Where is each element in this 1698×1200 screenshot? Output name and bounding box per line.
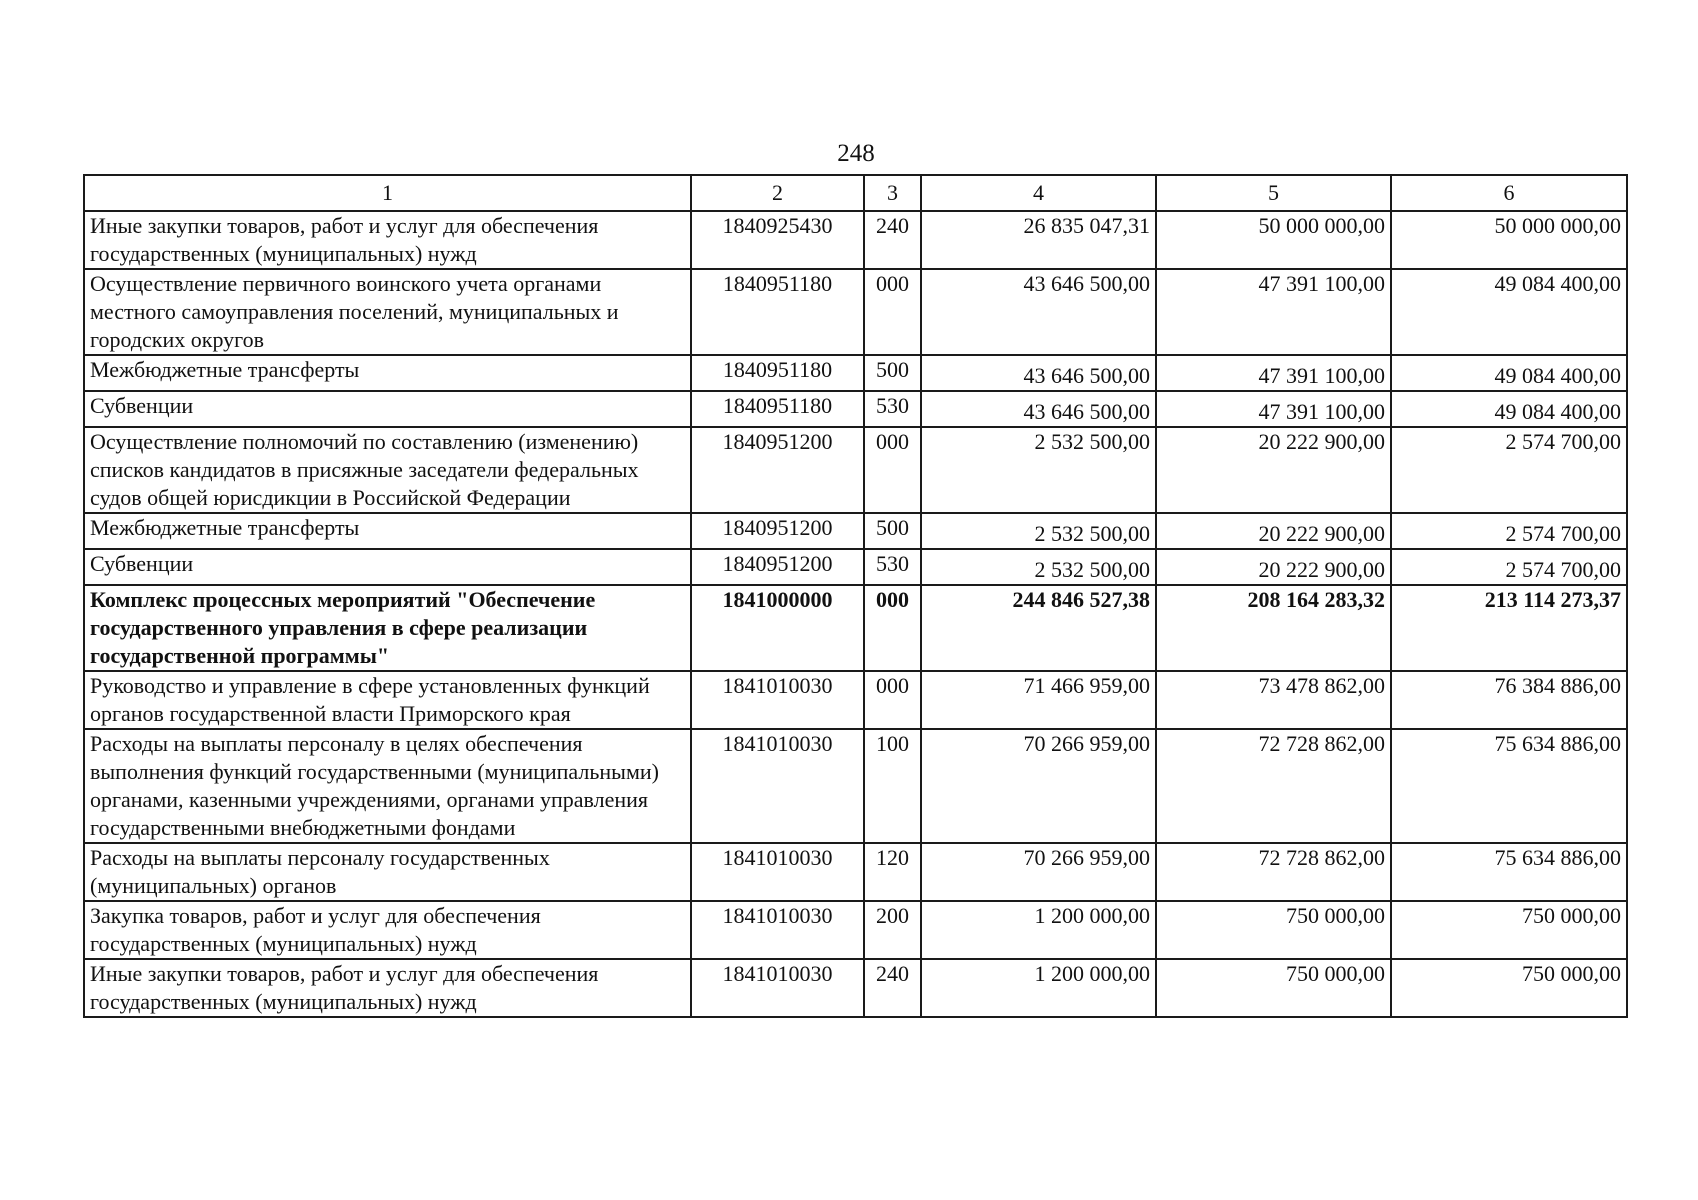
table-row: [84, 549, 1627, 585]
amount-cell-col5: 72 728 862,00: [1156, 843, 1391, 901]
expense-name-cell: Иные закупки товаров, работ и услуг для обеспечения государственных (муниципальных) нужд: [84, 211, 691, 269]
expense-name-cell: Иные закупки товаров, работ и услуг для обеспечения государственных (муниципальных) нужд: [84, 959, 691, 1017]
target-code-cell: 1840951200: [691, 427, 864, 513]
expense-type-cell: 000: [864, 427, 921, 513]
amount-cell-col5: 208 164 283,32: [1156, 585, 1391, 671]
expense-name-cell: Осуществление первичного воинского учета органами местного самоуправления поселений, муниципальных и городских округов: [84, 269, 691, 355]
expense-type-cell: 500: [864, 513, 921, 549]
expense-type-cell: 240: [864, 959, 921, 1017]
amount-cell-col4: 26 835 047,31: [921, 211, 1156, 269]
amount-cell-col5: 20 222 900,00: [1156, 427, 1391, 513]
amount-cell-col6: 213 114 273,37: [1391, 585, 1627, 671]
table-row: [84, 513, 1627, 549]
amount-cell-col6: 2 574 700,00: [1391, 427, 1627, 513]
amount-cell-col5: 47 391 100,00: [1156, 391, 1391, 427]
amount-cell-col5: 47 391 100,00: [1156, 355, 1391, 391]
amount-cell-col6: 75 634 886,00: [1391, 843, 1627, 901]
table-row: [84, 843, 1627, 901]
target-code-cell: 1840925430: [691, 211, 864, 269]
table-body: [84, 175, 1627, 1017]
column-header-5: 5: [1156, 175, 1391, 211]
amount-cell-col5: 50 000 000,00: [1156, 211, 1391, 269]
expense-type-cell: 000: [864, 585, 921, 671]
target-code-cell: 1840951180: [691, 355, 864, 391]
table-row: [84, 391, 1627, 427]
table-row: [84, 585, 1627, 671]
expense-type-cell: 530: [864, 549, 921, 585]
table-row: [84, 671, 1627, 729]
amount-cell-col6: 750 000,00: [1391, 901, 1627, 959]
target-code-cell: 1841010030: [691, 901, 864, 959]
target-code-cell: 1840951180: [691, 269, 864, 355]
expense-name-cell: Межбюджетные трансферты: [84, 513, 691, 549]
amount-cell-col4: 2 532 500,00: [921, 549, 1156, 585]
amount-cell-col4: 244 846 527,38: [921, 585, 1156, 671]
amount-cell-col6: 49 084 400,00: [1391, 355, 1627, 391]
expense-name-cell: Субвенции: [84, 391, 691, 427]
table-row: [84, 901, 1627, 959]
amount-cell-col4: 71 466 959,00: [921, 671, 1156, 729]
column-header-4: 4: [921, 175, 1156, 211]
expense-name-cell: Межбюджетные трансферты: [84, 355, 691, 391]
table-row: [84, 427, 1627, 513]
table-row: [84, 729, 1627, 843]
amount-cell-col6: 50 000 000,00: [1391, 211, 1627, 269]
amount-cell-col4: 43 646 500,00: [921, 355, 1156, 391]
budget-table: [83, 174, 1628, 1018]
amount-cell-col5: 20 222 900,00: [1156, 549, 1391, 585]
amount-cell-col4: 70 266 959,00: [921, 843, 1156, 901]
amount-cell-col5: 47 391 100,00: [1156, 269, 1391, 355]
amount-cell-col6: 76 384 886,00: [1391, 671, 1627, 729]
expense-type-cell: 000: [864, 671, 921, 729]
table-row: [84, 355, 1627, 391]
table-row: [84, 269, 1627, 355]
table-row: [84, 959, 1627, 1017]
amount-cell-col6: 2 574 700,00: [1391, 513, 1627, 549]
target-code-cell: 1841010030: [691, 843, 864, 901]
amount-cell-col4: 2 532 500,00: [921, 427, 1156, 513]
amount-cell-col4: 70 266 959,00: [921, 729, 1156, 843]
amount-cell-col4: 1 200 000,00: [921, 959, 1156, 1017]
expense-name-cell: Осуществление полномочий по составлению (изменению) списков кандидатов в присяжные заседатели федеральных судов общей юрисдикции в Российской Федерации: [84, 427, 691, 513]
target-code-cell: 1841010030: [691, 671, 864, 729]
amount-cell-col5: 20 222 900,00: [1156, 513, 1391, 549]
amount-cell-col4: 43 646 500,00: [921, 391, 1156, 427]
target-code-cell: 1841010030: [691, 729, 864, 843]
column-header-3: 3: [864, 175, 921, 211]
amount-cell-col5: 72 728 862,00: [1156, 729, 1391, 843]
amount-cell-col5: 750 000,00: [1156, 901, 1391, 959]
amount-cell-col6: 750 000,00: [1391, 959, 1627, 1017]
column-header-6: 6: [1391, 175, 1627, 211]
target-code-cell: 1841010030: [691, 959, 864, 1017]
amount-cell-col5: 750 000,00: [1156, 959, 1391, 1017]
amount-cell-col4: 1 200 000,00: [921, 901, 1156, 959]
target-code-cell: 1840951180: [691, 391, 864, 427]
expense-name-cell: Расходы на выплаты персоналу в целях обеспечения выполнения функций государственными (муниципальными) органами, казенными учреждениями, органами управления государственными внебюджетными фондами: [84, 729, 691, 843]
target-code-cell: 1840951200: [691, 513, 864, 549]
target-code-cell: 1840951200: [691, 549, 864, 585]
amount-cell-col6: 49 084 400,00: [1391, 391, 1627, 427]
expense-name-cell: Закупка товаров, работ и услуг для обеспечения государственных (муниципальных) нужд: [84, 901, 691, 959]
expense-type-cell: 100: [864, 729, 921, 843]
column-header-1: 1: [84, 175, 691, 211]
expense-type-cell: 500: [864, 355, 921, 391]
expense-name-cell: Руководство и управление в сфере установленных функций органов государственной власти Приморского края: [84, 671, 691, 729]
amount-cell-col5: 73 478 862,00: [1156, 671, 1391, 729]
amount-cell-col6: 2 574 700,00: [1391, 549, 1627, 585]
header-row: [84, 175, 1627, 211]
expense-name-cell: Субвенции: [84, 549, 691, 585]
expense-type-cell: 000: [864, 269, 921, 355]
expense-name-cell: Расходы на выплаты персоналу государственных (муниципальных) органов: [84, 843, 691, 901]
amount-cell-col4: 2 532 500,00: [921, 513, 1156, 549]
amount-cell-col6: 75 634 886,00: [1391, 729, 1627, 843]
expense-type-cell: 240: [864, 211, 921, 269]
column-header-2: 2: [691, 175, 864, 211]
table-row: [84, 211, 1627, 269]
amount-cell-col6: 49 084 400,00: [1391, 269, 1627, 355]
page-number: 248: [837, 140, 875, 167]
amount-cell-col4: 43 646 500,00: [921, 269, 1156, 355]
expense-type-cell: 200: [864, 901, 921, 959]
target-code-cell: 1841000000: [691, 585, 864, 671]
expense-name-cell: Комплекс процессных мероприятий "Обеспечение государственного управления в сфере реализации государственной программы": [84, 585, 691, 671]
expense-type-cell: 120: [864, 843, 921, 901]
expense-type-cell: 530: [864, 391, 921, 427]
